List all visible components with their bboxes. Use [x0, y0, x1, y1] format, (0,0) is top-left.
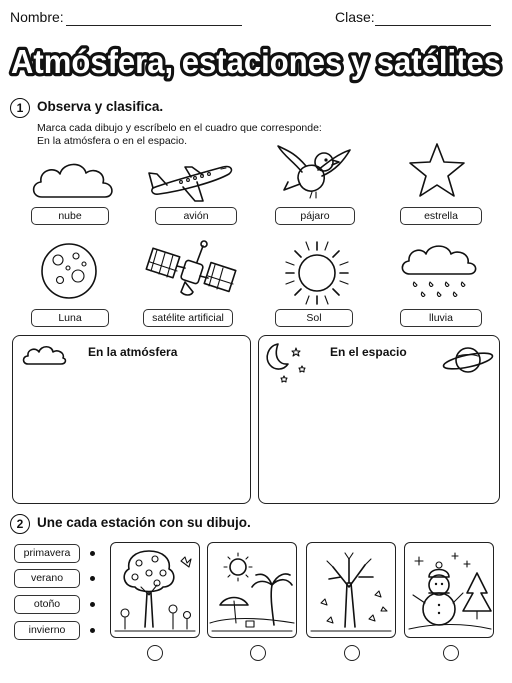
summer-card[interactable] — [207, 542, 297, 638]
answer-circle-4[interactable] — [443, 645, 459, 661]
spring-scene-icon — [111, 543, 199, 637]
winter-card[interactable] — [404, 542, 494, 638]
season-primavera[interactable]: primavera — [14, 544, 80, 563]
space-box-title: En el espacio — [330, 345, 407, 359]
dot-primavera[interactable] — [90, 551, 95, 556]
section1-heading: Observa y clasifica. — [37, 99, 164, 114]
class-label: Clase: — [335, 9, 375, 25]
autumn-card[interactable] — [306, 542, 396, 638]
spring-card[interactable] — [110, 542, 200, 638]
moon-stars-icon — [262, 340, 312, 386]
sun-icon[interactable] — [278, 238, 356, 308]
dot-invierno[interactable] — [90, 628, 95, 633]
name-label: Nombre: — [10, 9, 64, 25]
airplane-icon[interactable] — [145, 155, 237, 205]
name-line[interactable] — [66, 25, 242, 26]
section2-number: 2 — [10, 514, 30, 534]
word-box-satelite[interactable]: satélite artificial — [143, 309, 233, 327]
moon-icon[interactable] — [38, 240, 100, 302]
winter-scene-icon — [405, 543, 493, 637]
rain-cloud-icon[interactable] — [398, 240, 480, 306]
autumn-scene-icon — [307, 543, 395, 637]
word-box-sol[interactable]: Sol — [275, 309, 353, 327]
section2-heading: Une cada estación con su dibujo. — [37, 515, 251, 530]
word-box-lluvia[interactable]: lluvia — [400, 309, 482, 327]
satellite-icon[interactable] — [145, 238, 237, 304]
cloud-icon[interactable] — [28, 155, 120, 203]
answer-circle-2[interactable] — [250, 645, 266, 661]
section1-instruction-1: Marca cada dibujo y escríbelo en el cuadro que corresponde: — [37, 122, 322, 134]
season-invierno[interactable]: invierno — [14, 621, 80, 640]
bird-icon[interactable] — [272, 140, 358, 204]
dot-otono[interactable] — [90, 602, 95, 607]
season-verano[interactable]: verano — [14, 569, 80, 588]
word-box-estrella[interactable]: estrella — [400, 207, 482, 225]
page-title — [0, 30, 512, 86]
planet-icon — [440, 342, 496, 378]
word-box-pajaro[interactable]: pájaro — [275, 207, 355, 225]
word-box-luna[interactable]: Luna — [31, 309, 109, 327]
section1-instruction-2: En la atmósfera o en el espacio. — [37, 135, 188, 147]
word-box-nube[interactable]: nube — [31, 207, 109, 225]
class-line[interactable] — [375, 25, 491, 26]
star-icon[interactable] — [405, 140, 469, 202]
section1-number: 1 — [10, 98, 30, 118]
word-box-avion[interactable]: avión — [155, 207, 237, 225]
season-otono[interactable]: otoño — [14, 595, 80, 614]
atmosphere-box-title: En la atmósfera — [88, 345, 178, 359]
dot-verano[interactable] — [90, 576, 95, 581]
answer-circle-3[interactable] — [344, 645, 360, 661]
summer-scene-icon — [208, 543, 296, 637]
title-text: Atmósfera, estaciones y satélites — [11, 43, 501, 80]
small-cloud-icon — [20, 342, 68, 368]
answer-circle-1[interactable] — [147, 645, 163, 661]
